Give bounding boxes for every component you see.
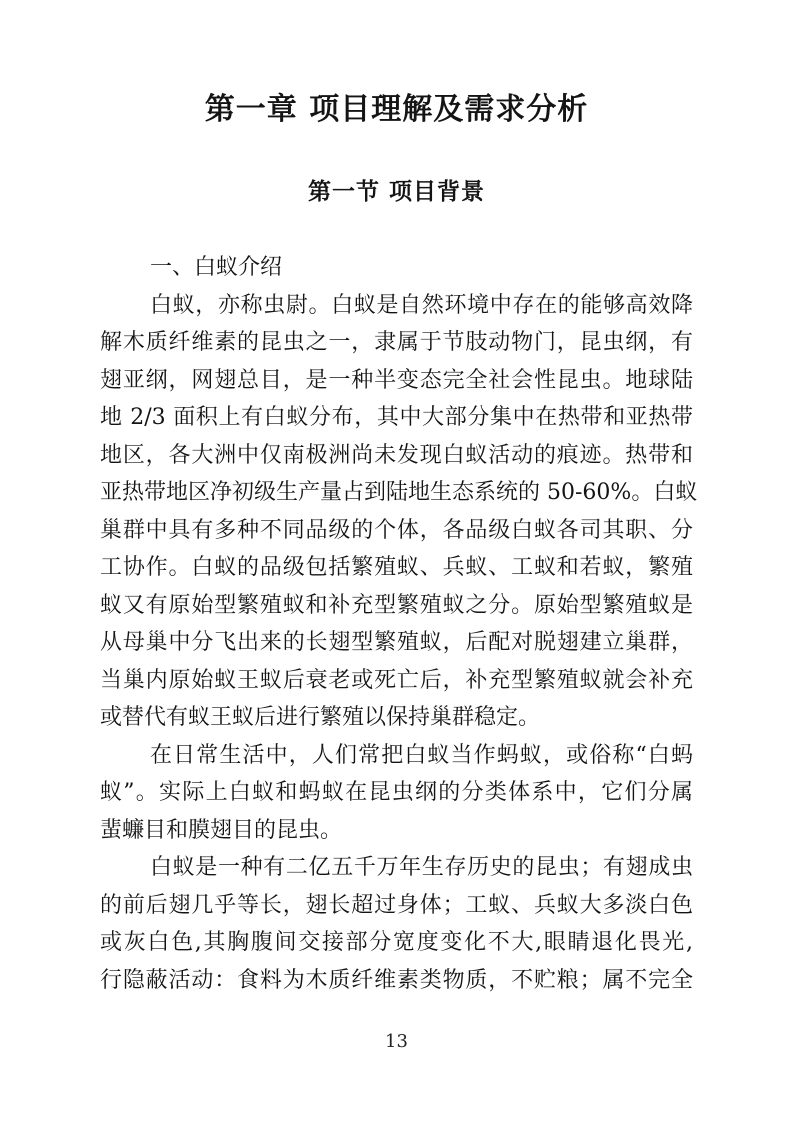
text-line: 蚁”。实际上白蚁和蚂蚁在昆虫纲的分类体系中，它们分属 (100, 780, 693, 805)
text-line: 亚热带地区净初级生产量占到陆地生态系统的 50-60%。白蚁 (100, 480, 698, 505)
list-heading: 一、白蚁介绍 (150, 255, 283, 280)
text-line: 蚁又有原始型繁殖蚁和补充型繁殖蚁之分。原始型繁殖蚁是 (100, 592, 693, 618)
text-line: 从母巢中分飞出来的长翅型繁殖蚁，后配对脱翅建立巢群， (100, 630, 693, 655)
text-line: 或替代有蚁王蚁后进行繁殖以保持巢群稳定。 (100, 705, 541, 730)
text-line: 地区，各大洲中仅南极洲尚未发现白蚁活动的痕迹。热带和 (100, 442, 693, 468)
text-line: 地 2/3 面积上有白蚁分布，其中大部分集中在热带和亚热带 (100, 405, 693, 430)
document-content (100, 0, 698, 999)
text-line: 解木质纤维素的昆虫之一，隶属于节肢动物门，昆虫纲，有 (100, 330, 693, 355)
text-line: 蜚蠊目和膜翅目的昆虫。 (100, 817, 343, 843)
text-line: 翅亚纲，网翅总目，是一种半变态完全社会性昆虫。地球陆 (100, 367, 693, 393)
text-line: 白蚁，亦称虫尉。白蚁是自然环境中存在的能够高效降 (150, 292, 693, 318)
document-body (100, 249, 698, 999)
text-line: 当巢内原始蚁王蚁后衰老或死亡后，补充型繁殖蚁就会补充 (100, 667, 693, 693)
text-line: 巢群中具有多种不同品级的个体，各品级白蚁各司其职、分 (100, 517, 693, 543)
text-line: 或灰白色,其胸腹间交接部分宽度变化不大,眼睛退化畏光, (100, 930, 693, 955)
text-line: 的前后翅几乎等长，翅长超过身体；工蚁、兵蚁大多淡白色 (100, 892, 693, 918)
text-line: 行隐蔽活动：食料为木质纤维素类物质，不贮粮；属不完全 (100, 967, 693, 993)
section-title: 第一节 项目背景 (307, 178, 485, 205)
text-line: 在日常生活中，人们常把白蚁当作蚂蚁，或俗称“白蚂 (150, 742, 693, 768)
chapter-title: 第一章 项目理解及需求分析 (204, 92, 589, 127)
page-number: 13 (385, 1031, 408, 1052)
text-line: 工协作。白蚁的品级包括繁殖蚁、兵蚁、工蚁和若蚁，繁殖 (100, 555, 693, 580)
text-line: 白蚁是一种有二亿五千万年生存历史的昆虫；有翅成虫 (150, 855, 693, 880)
